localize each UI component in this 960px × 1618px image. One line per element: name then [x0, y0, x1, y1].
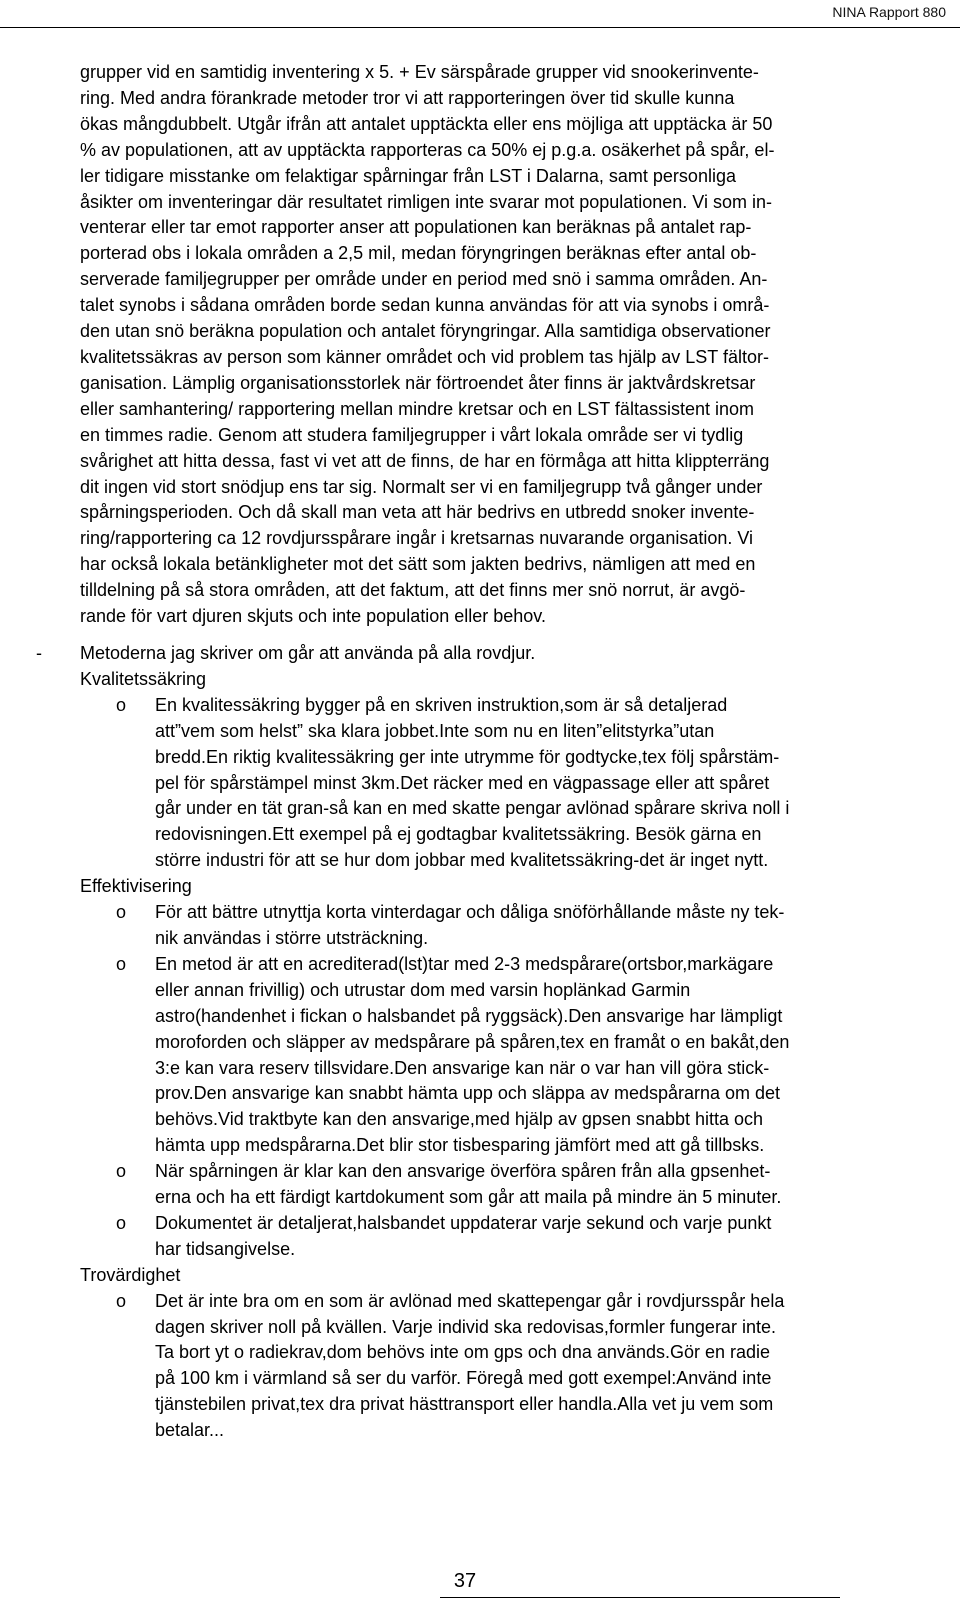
list-item [80, 900, 935, 952]
bullet-marker: o [116, 1290, 127, 1311]
dash-list-item [36, 641, 936, 667]
list-item [80, 952, 935, 1159]
list-item-text: Det är inte bra om en som är avlönad med skattepengar går i rovdjursspår hela dagen skriver noll på kvällen. Varje individ ska redovisas,formler fungerar inte. Ta bort yt o radiekrav,dom behövs inte om gps och dna används.Gör en radie på 100 km i värmland så ser du varför. Föregå med gott exempel:Använd inte tjänstebilen privat,tex dra privat hästtransport eller handla.Alla vet ju vem som betalar... [155, 1290, 785, 1441]
section-heading-trovardighet: Trovärdighet [80, 1264, 181, 1285]
list-item [80, 1159, 935, 1211]
bullet-marker: o [116, 694, 127, 715]
list-item-text: Dokumentet är detaljerat,halsbandet uppdaterar varje sekund och varje punkt har tidsangivelse. [155, 1212, 772, 1259]
footer-rule [440, 1597, 840, 1598]
list-intro: Metoderna jag skriver om går att använda på alla rovdjur. [80, 643, 536, 663]
bullet-marker: o [116, 953, 127, 974]
bullet-marker: o [116, 1161, 127, 1182]
list-item [80, 693, 935, 874]
section-heading-kvalitetssakring: Kvalitetssäkring [80, 668, 207, 689]
list-item [80, 1211, 935, 1263]
list-item-text: För att bättre utnyttja korta vinterdagar och dåliga snöförhållande måste ny tek- nik användas i större utsträckning. [155, 902, 785, 948]
list-item-text: En kvalitessäkring bygger på en skriven instruktion,som är så detaljerad att”vem som helst” ska klara jobbet.Inte som nu en liten”elitstyrka”utan bredd.En riktig kvalitessäkring ger inte utrymme för godtycke,tex följ spårstäm- pel för spårstämpel minst 3km.Det räcker med en vägpassage eller att spåret går under en tät gran-så kan en med skatte pengar avlönad spårare skriva noll i redovisningen.Ett exempel på ej godtagbar kvalitetssäkring. Besök gärna en större industri för att se hur dom jobbar med kvalitetssäkring-det är inget nytt. [155, 694, 790, 871]
list-item-text: En metod är att en acrediterad(lst)tar med 2-3 medspårare(ortsbor,markägare eller annan frivillig) och utrustar dom med varsin hoplänkad Garmin astro(handenhet i fickan o halsbandet på ryggsäck).Den ansvarige har lämpligt moroforden och släpper av medspårare på spåren,tex en framåt o en bakåt,den 3:e kan vara reserv tillsvidare.Den ansvarige kan när o var han vill göra stick- prov.Den ansvarige kan snabbt hämta upp och släppa av medspårarna om det behövs.Vid traktbyte kan den ansvarige,med hjälp av gpsen snabbt hitta och hämta upp medspårarna.Det blir stor tisbesparing jämfört med att gå tillbsks. [155, 953, 790, 1156]
list-item [80, 1289, 935, 1444]
list-item-text: När spårningen är klar kan den ansvarige överföra spåren från alla gpsenhet- erna och ha ett färdigt kartdokument som går att maila på mindre än 5 minuter. [155, 1161, 782, 1208]
section-heading-effektivisering: Effektivisering [80, 876, 192, 897]
page-number: 37 [453, 1570, 477, 1592]
header-rule [0, 27, 960, 28]
bullet-marker: o [116, 1212, 127, 1233]
dash-bullet: - [36, 643, 42, 663]
body-paragraph: grupper vid en samtidig inventering x 5. + Ev särspårade grupper vid snookerinvente- ring. Med andra förankrade metoder tror vi att rapporteringen över tid skulle kunna ökas mångdubbelt. Utgår ifrån att antalet upptäckta eller ens möjliga att upptäcka är 50 % av populationen, att av upptäckta rapporteras ca 50% ej p.g.a. osäkerhet på spår, el- ler tidigare misstanke om felaktigar spårningar från LST i Dalarna, samt personliga åsikter om inventeringar där resultatet rimligen inte svarar mot populationen. Vi som in- venterar eller tar emot rapporter anser att populationen kan beräknas på antalet rap- porterad obs i lokala områden a 2,5 mil, medan föryngringen beräknas efter antal ob- serverade familjegrupper per område under en period med snö i samma områden. An- talet synobs i sådana områden borde sedan kunna användas för att via synobs i områ- den utan snö beräkna population och antalet föryngringar. Alla samtidiga observationer kvalitetssäkras av person som känner området och vid problem tas hjälp av LST fältor- ganisation. Lämplig organisationsstorlek när förtroendet åter finns är jaktvårdskretsar eller samhantering/ rapportering mellan mindre kretsar och en LST fältassistent inom en timmes radie. Genom att studera familjegrupper i vårt lokala område ser vi tydlig svårighet att hitta dessa, fast vi vet att de finns, de har en förmåga att hitta klippterräng dit ingen vid stort snödjup ens tar sig. Normalt ser vi en familjegrupp två gånger under spårningsperioden. Och då skall man veta att här bedrivs en utbredd snoker invente- ring/rapportering ca 12 rovdjursspårare ingår i kretsarnas nuvarande organisation. Vi har också lokala betänkligheter mot det sätt som jakten bedrivs, nämligen att med en tilldelning på så stora områden, att det faktum, att det finns mer snö norrut, är avgö- rande för vart djuren skjuts och inte population eller behov. [80, 62, 775, 627]
methods-list [36, 641, 936, 1444]
running-header: NINA Rapport 880 [832, 4, 946, 20]
bullet-marker: o [116, 902, 127, 923]
